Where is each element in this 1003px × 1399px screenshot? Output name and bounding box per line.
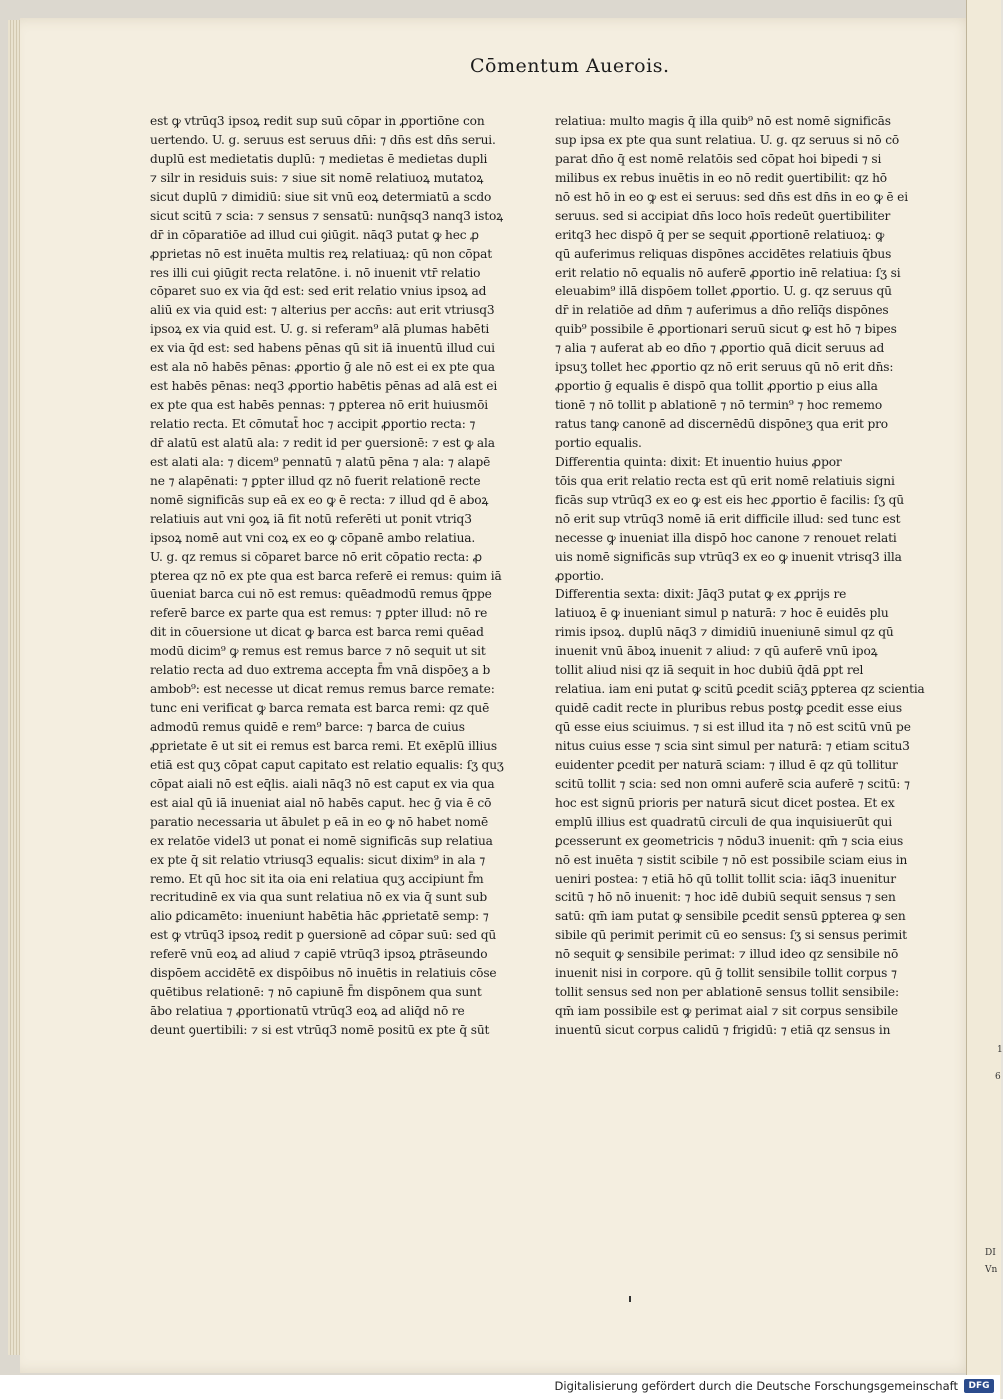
text-line: sicut scitū ⁊ scia: ⁊ sensus ⁊ sensatū: nunq̄sq3 nanq3 istoꝝ [150, 208, 504, 223]
text-line: dr̄ alatū est alatū ala: ⁊ redit id per ꝯuersionē: ⁊ est ꝙ ala [150, 435, 495, 450]
funding-credit: Digitalisierung gefördert durch die Deutsche Forschungsgemeinschaft [554, 1379, 958, 1393]
text-line: eleuabim⁹ illā dispōem tollet ꝓportio. U. g. qz seruus qū [555, 284, 892, 299]
text-line: quib⁹ possibile ē ꝓportionari seruū sicut ꝙ est hō ⁊ bipes [555, 322, 897, 337]
text-line: uertendo. U. g. seruus est seruus dn̄i: ⁊ dn̄s est dn̄s serui. [150, 132, 496, 147]
text-line: est alati ala: ⁊ dicem⁹ pennatū ⁊ alatū pēna ⁊ ala: ⁊ alapē [150, 454, 491, 469]
text-line: relatiua: multo magis q̄ illa quib⁹ nō est nomē significās [555, 114, 891, 128]
margin-fragment: Vn [985, 1265, 998, 1275]
text-line: relatio recta ad duo extrema accepta f̄m vnā dispōeʒ a b [150, 663, 491, 678]
text-line: recritudinē ex via qua sunt relatiua nō ex via q̄ sunt sub [150, 890, 488, 905]
text-line: ex relatōe videl3 ut ponat ei nomē significās sup relatiua [150, 833, 493, 848]
text-line: remo. Et qū hoc sit ita oia eni relatiua quʒ accipiunt f̄m [150, 871, 484, 886]
text-line: inuentū sicut corpus calidū ⁊ frigidū: ⁊ etiā qz sensus in [555, 1023, 891, 1037]
digitization-footer [0, 1375, 1000, 1399]
text-line: milibus ex rebus inuētis in eo nō redit ꝯuertibilit: qz hō [555, 170, 887, 185]
text-line: referē barce ex parte qua est remus: ⁊ ꝑpter illud: nō re [150, 606, 488, 621]
text-line: uis nomē significās sup vtrūq3 ex eo ꝙ inuenit vtrisq3 illa [555, 549, 902, 564]
text-line: ꝓportio ḡ equalis ē dispō qua tollit ꝓportio p eius alla [555, 379, 878, 394]
text-line: pterea qz nō ex pte qua est barca referē ei remus: quim iā [150, 568, 502, 583]
text-line: ābo relatiua ⁊ ꝓportionatū vtrūq3 eoꝝ ad aliq̄d nō re [150, 1004, 465, 1019]
text-line: dit in cōuersione ut dicat ꝙ barca est barca remi quēad [150, 625, 484, 640]
text-line: ex via q̄d est: sed habens pēnas qū sit iā inuentū illud cui [150, 341, 495, 356]
text-line: sup ipsa ex pte qua sunt relatiua. U. g. qz seruus si nō cō [555, 132, 900, 147]
text-line: duplū est medietatis duplū: ⁊ medietas ē medietas dupli [150, 151, 488, 166]
text-line: cōpat aiali nō est eq̄lis. aiali nāq3 nō est caput ex via qua [150, 776, 495, 791]
text-line: tōis qua erit relatio recta est qū erit nomē relatiuis signi [555, 473, 895, 488]
text-line: aliū ex via quid est: ⁊ alterius per accn̄s: aut erit vtriusq3 [150, 303, 495, 318]
margin-fragment: DI [985, 1248, 996, 1258]
text-line: erit relatio nō equalis nō auferē ꝓportio inē relatiua: ſʒ si [555, 265, 901, 280]
text-line: nō est hō in eo ꝙ est ei seruus: sed dn̄s est dn̄s in eo ꝙ ē ei [555, 189, 908, 204]
margin-fragment: 1 [997, 1045, 1003, 1055]
text-line: referē vnū eoꝝ ad aliud ⁊ capiē vtrūq3 ipsoꝝ ꝑtrāseundo [150, 947, 488, 962]
text-line: nō sequit ꝙ sensibile perimat: ⁊ illud ideo qz sensibile nō [555, 947, 899, 962]
right-text-column [555, 112, 925, 1040]
text-line: quidē cadit recte in pluribus rebus postꝙ ꝑcedit esse eius [555, 701, 902, 716]
text-line: ꝑcesserunt ex geometricis ⁊ nōdu3 inuenit: qm̄ ⁊ scia eius [555, 833, 904, 848]
text-line: portio equalis. [555, 435, 642, 450]
text-line: ficās sup vtrūq3 ex eo ꝙ est eis hec ꝓportio ē facilis: ſʒ qū [555, 492, 905, 507]
text-line: dr̄ in cōparatiōe ad illud cui ꝯiūgit. nāq3 putat ꝙ hec ꝓ [150, 227, 479, 242]
text-line: tunc eni verificat ꝙ barca remata est barca remi: qz quē [150, 701, 490, 716]
margin-fragment: 6 [995, 1072, 1001, 1082]
text-line: deunt ꝯuertibili: ⁊ si est vtrūq3 nomē positū ex pte q̄ sūt [150, 1023, 490, 1037]
text-line: qū esse eius sciuimus. ⁊ si est illud ita ⁊ nō est scitū vnū pe [555, 720, 911, 734]
text-line: ūueniat barca cui nō est remus: quēadmodū remus q̄ppe [150, 587, 492, 602]
text-line: quētibus relationē: ⁊ nō capiunē f̄m dispōnem qua sunt [150, 985, 482, 1000]
text-line: modū dicim⁹ ꝙ remus est remus barce ⁊ nō sequit ut sit [150, 644, 486, 659]
text-line: cōparet suo ex via q̄d est: sed erit relatio vnius ipsoꝝ ad [150, 284, 487, 299]
signature-mark [629, 1296, 631, 1302]
dfg-logo: DFG [964, 1379, 994, 1393]
text-line: nitus cuius esse ⁊ scia sint simul per naturā: ⁊ etiam scitu3 [555, 738, 910, 753]
text-line: nomē significās sup eā ex eo ꝙ ē recta: ⁊ illud qd ē aboꝝ [150, 492, 489, 507]
text-line: alio ꝑdicamēto: inueniunt habētia hāc ꝓprietatē semp: ⁊ [150, 909, 489, 924]
text-line: scitū tollit ⁊ scia: sed non omni auferē scia auferē ⁊ scitū: ⁊ [555, 776, 910, 791]
text-line: est aial qū iā inueniat aial nō habēs caput. hec ḡ via ē cō [150, 795, 492, 810]
text-line: ambob⁹: est necesse ut dicat remus remus barce remate: [150, 682, 495, 697]
left-text-column [150, 112, 525, 1040]
text-line: relatio recta. Et cōmutat̄ hoc ⁊ accipit ꝓportio recta: ⁊ [150, 417, 476, 431]
text-line: qū auferimus reliquas dispōnes accidētes relatiuis q̄bus [555, 246, 892, 261]
text-line: seruus. sed si accipiat dn̄s loco hoīs redeūt ꝯuertibiliter [555, 208, 891, 223]
text-line: euidenter ꝑcedit per naturā sciam: ⁊ illud ē qz qū tollitur [555, 757, 898, 772]
facing-page-edge [966, 0, 1001, 1399]
running-header: Cōmentum Auerois. [470, 55, 670, 77]
text-line: inuenit vnū āboꝝ inuenit ⁊ aliud: ⁊ qū auferē vnū ipoꝝ [555, 644, 878, 659]
text-line: relatiua. iam eni putat ꝙ scitū ꝑcedit sciāʒ ꝑpterea qz scientia [555, 682, 925, 697]
text-line: hoc est signū prioris per naturā sicut dicet postea. Et ex [555, 795, 895, 810]
text-line: U. g. qz remus si cōparet barce nō erit cōpatio recta: ꝓ [150, 549, 483, 564]
text-line: dispōem accidētē ex dispōibus nō inuētis in relatiuis cōse [150, 966, 497, 981]
text-line: latiuoꝝ ē ꝙ inueniant simul p naturā: ⁊ hoc ē euidēs plu [555, 606, 889, 621]
text-line: ex pte q̄ sit relatio vtriusq3 equalis: sicut dixim⁹ in ala ⁊ [150, 852, 486, 867]
text-line: ⁊ alia ⁊ auferat ab eo dn̄o ⁊ ꝓportio quā dicit seruus ad [555, 341, 885, 356]
text-line: ratus tanꝙ canonē ad discernēdū dispōneʒ qua erit pro [555, 417, 888, 431]
text-line: paratio necessaria ut ābulet p eā in eo ꝙ nō habet nomē [150, 814, 489, 829]
text-line: Differentia sexta: dixit: Jāq3 putat ꝙ ex ꝓprijs re [555, 587, 847, 602]
text-line: ne ⁊ alapēnati: ⁊ ꝑpter illud qz nō fuerit relationē recte [150, 473, 481, 488]
text-line: est ꝙ vtrūq3 ipsoꝝ redit sup suū cōpar in ꝓportiōne con [150, 114, 485, 128]
text-line: etiā est quʒ cōpat caput capitato est relatio equalis: ſʒ quʒ [150, 757, 504, 772]
text-line: parat dn̄o q̄ est nomē relatōis sed cōpat hoi bipedi ⁊ si [555, 151, 882, 166]
text-line: res illi cui ꝯiūgit recta relatōne. i. nō inuenit vtr̄ relatio [150, 265, 481, 280]
text-line: eritq3 hec dispō q̄ per se sequit ꝓportionē relatiuoꝝ: ꝙ [555, 227, 885, 242]
text-line: emplū illius est quadratū circuli de qua inquisiuerūt qui [555, 814, 892, 829]
text-line: dr̄ in relatiōe ad dn̄m ⁊ auferimus a dn̄o relīq̄s dispōnes [555, 303, 889, 318]
text-line: ꝓprietas nō est inuēta multis reꝝ relatiuaꝝ: qū non cōpat [150, 246, 492, 261]
text-line: ⁊ silr in residuis suis: ⁊ siue sit nomē relatiuoꝝ mutatoꝝ [150, 170, 484, 185]
text-line: admodū remus quidē e rem⁹ barce: ⁊ barca de cuius [150, 720, 465, 734]
text-line: ipsoꝝ ex via quid est. U. g. si referam⁹ alā plumas habēti [150, 322, 490, 337]
text-line: ipsoꝝ nomē aut vni coꝝ ex eo ꝙ cōpanē ambo relatiua. [150, 530, 476, 545]
text-line: ueniri postea: ⁊ etiā hō qū tollit tollit scia: iāq3 inuenitur [555, 871, 896, 886]
text-line: satū: qm̄ iam putat ꝙ sensibile ꝑcedit sensū ꝑpterea ꝙ sen [555, 909, 906, 924]
text-line: ꝓprietate ē ut sit ei remus est barca remi. Et exēplū illius [150, 738, 497, 753]
text-line: est habēs pēnas: neq3 ꝓportio habētis pēnas ad alā est ei [150, 379, 498, 394]
text-line: Differentia quinta: dixit: Et inuentio huius ꝓpor [555, 454, 842, 469]
text-line: nō est inuēta ⁊ sistit scibile ⁊ nō est possibile sciam eius in [555, 852, 908, 867]
text-line: tionē ⁊ nō tollit p ablationē ⁊ nō termin⁹ ⁊ hoc rememo [555, 398, 883, 413]
text-line: nō erit sup vtrūq3 nomē iā erit difficile illud: sed tunc est [555, 511, 901, 526]
text-line: sicut duplū ⁊ dimidiū: siue sit vnū eoꝝ determiatū a scdo [150, 189, 492, 204]
text-line: inuenit nisi in corpore. qū ḡ tollit sensibile tollit corpus ⁊ [555, 966, 897, 981]
text-line: rimis ipsoꝝ. duplū nāq3 ⁊ dimidiū inueniunē simul qz qū [555, 625, 894, 640]
page-stack-edge [8, 20, 20, 1355]
text-line: tollit sensus sed non per ablationē sensus tollit sensibile: [555, 985, 899, 1000]
text-line: est ala nō habēs pēnas: ꝓportio ḡ ale nō est ei ex pte qua [150, 360, 495, 375]
text-line: ꝓportio. [555, 568, 604, 583]
text-line: qm̄ iam possibile est ꝙ perimat aial ⁊ sit corpus sensibile [555, 1004, 898, 1019]
text-line: ex pte qua est habēs pennas: ⁊ ꝑpterea nō erit huiusmōi [150, 398, 489, 413]
text-line: necesse ꝙ inueniat illa dispō hoc canone ⁊ renouet relati [555, 530, 897, 545]
text-line: ipsuʒ tollet hec ꝓportio qz nō erit seruus qū nō erit dn̄s: [555, 360, 894, 375]
text-line: sibile qū perimit perimit cū eo sensus: ſʒ si sensus perimit [555, 928, 907, 943]
text-line: est ꝙ vtrūq3 ipsoꝝ redit p ꝯuersionē ad cōpar suū: sed qū [150, 928, 497, 943]
text-line: relatiuis aut vni ꝯoꝝ iā fit notū referēti ut ponit vtriq3 [150, 511, 472, 526]
text-line: scitū ⁊ hō nō inuenit: ⁊ hoc idē dubiū sequit sensus ⁊ sen [555, 890, 896, 905]
text-line: tollit aliud nisi qz iā sequit in hoc dubiū q̄dā ꝑpt rel [555, 663, 864, 678]
